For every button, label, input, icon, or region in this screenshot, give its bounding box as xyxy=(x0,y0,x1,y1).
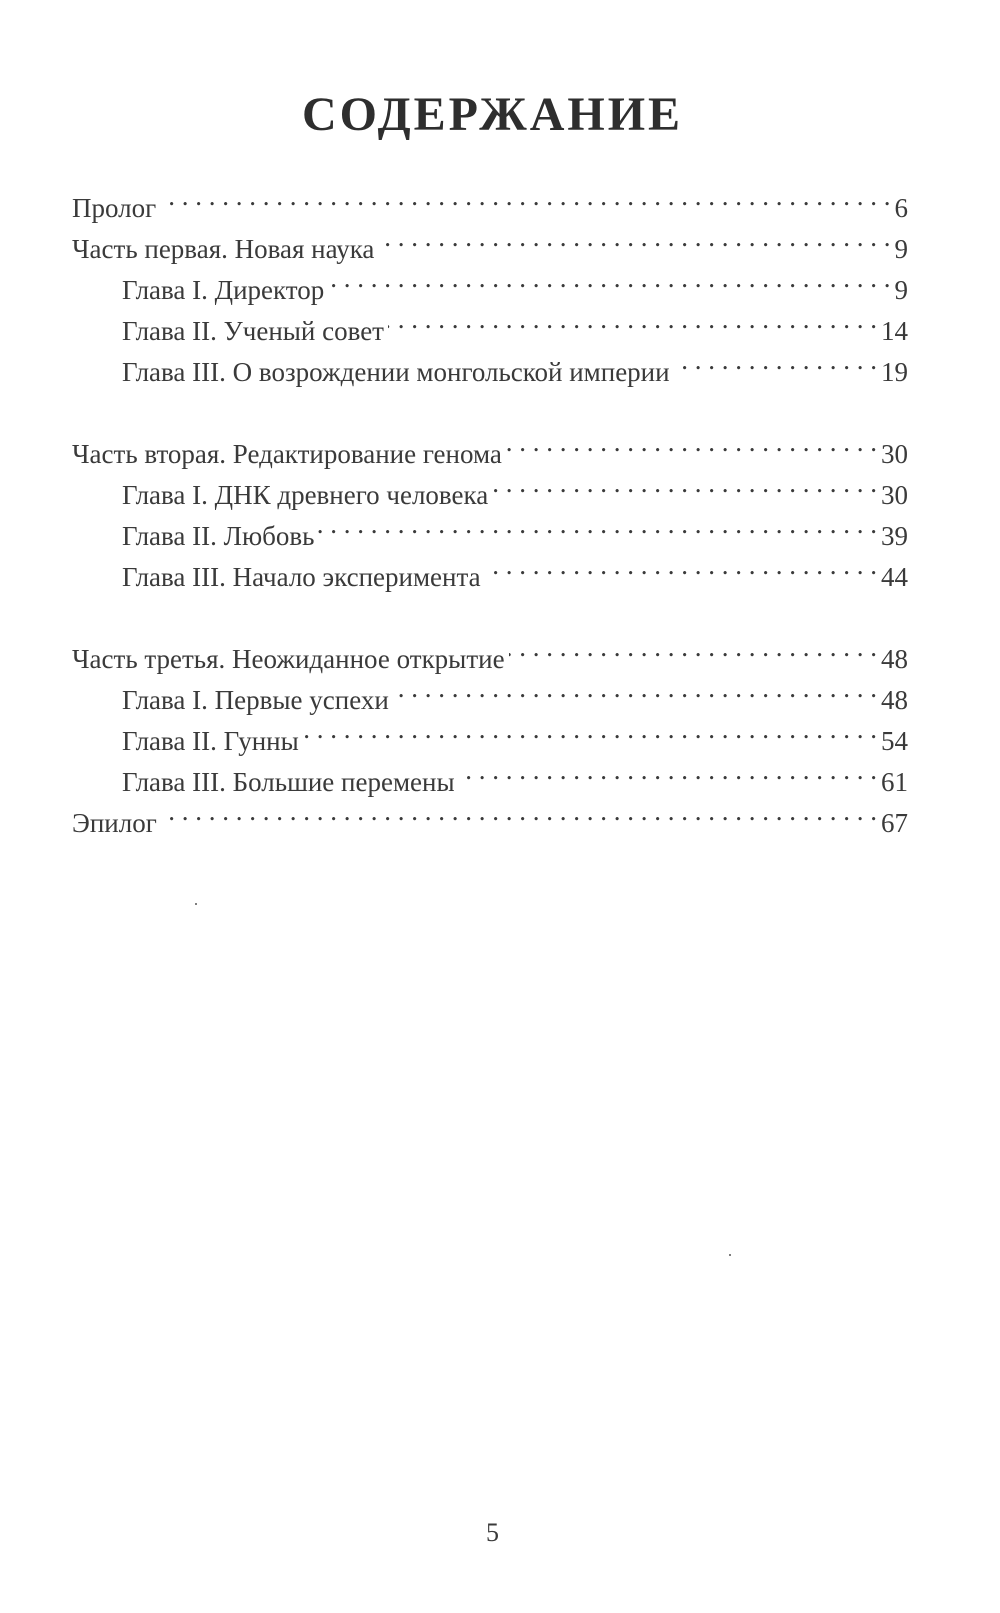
toc-entry-page: 39 xyxy=(881,521,908,551)
toc-entry-page: 30 xyxy=(881,480,908,510)
toc-entry-label: Глава III. О возрождении монгольской империи xyxy=(122,357,670,387)
toc-entry-part-2 xyxy=(72,422,908,469)
dot-leader xyxy=(160,176,890,217)
print-speck xyxy=(729,1254,731,1256)
toc-entry-label: Глава I. Директор xyxy=(122,275,325,305)
toc-entry-label: Часть третья. Неожиданное открытие xyxy=(72,644,505,674)
toc-entry-part-1 xyxy=(72,217,908,264)
toc-entry-label: Глава III. Большие перемены xyxy=(122,767,455,797)
dot-leader xyxy=(161,791,877,832)
toc-entry-label: Глава I. ДНК древнего человека xyxy=(122,480,489,510)
dot-leader xyxy=(459,750,877,791)
toc-entry-epilogue xyxy=(72,791,908,838)
toc-entry-page: 54 xyxy=(881,726,908,756)
table-of-contents xyxy=(72,176,908,838)
page-number: 5 xyxy=(486,1518,499,1547)
page-title: СОДЕРЖАНИЕ xyxy=(301,88,684,141)
toc-entry-page: 14 xyxy=(881,316,908,346)
toc-entry-page: 48 xyxy=(881,644,908,674)
dot-leader xyxy=(506,422,877,463)
toc-entry-page: 19 xyxy=(881,357,908,387)
toc-entry-label: Глава II. Любовь xyxy=(122,521,315,551)
toc-entry-page: 48 xyxy=(881,685,908,715)
dot-leader xyxy=(303,709,877,750)
toc-entry-label: Глава I. Первые успехи xyxy=(122,685,389,715)
toc-entry-page: 9 xyxy=(894,275,908,305)
dot-leader xyxy=(492,463,877,504)
dot-leader xyxy=(393,668,877,709)
toc-entry-label: Эпилог xyxy=(72,808,157,838)
toc-entry-page: 67 xyxy=(881,808,908,838)
dot-leader xyxy=(388,299,877,340)
dot-leader xyxy=(674,340,877,381)
toc-entry-part-3 xyxy=(72,627,908,674)
dot-leader xyxy=(318,504,877,545)
toc-entry-label: Часть вторая. Редактирование генома xyxy=(72,439,502,469)
dot-leader xyxy=(328,258,890,299)
toc-entry-label: Глава II. Гунны xyxy=(122,726,299,756)
print-speck xyxy=(195,903,197,905)
toc-entry-page: 9 xyxy=(894,234,908,264)
toc-entry-page: 61 xyxy=(881,767,908,797)
toc-entry-label: Глава III. Начало эксперимента xyxy=(122,562,481,592)
toc-entry-page: 44 xyxy=(881,562,908,592)
toc-entry-page: 30 xyxy=(881,439,908,469)
toc-entry-prologue xyxy=(72,176,908,223)
dot-leader xyxy=(509,627,877,668)
toc-entry-label: Пролог xyxy=(72,193,157,223)
dot-leader xyxy=(378,217,890,258)
toc-entry-label: Часть первая. Новая наука xyxy=(72,234,375,264)
toc-entry-page: 6 xyxy=(894,193,908,223)
dot-leader xyxy=(485,545,877,586)
toc-entry-label: Глава II. Ученый совет xyxy=(122,316,384,346)
